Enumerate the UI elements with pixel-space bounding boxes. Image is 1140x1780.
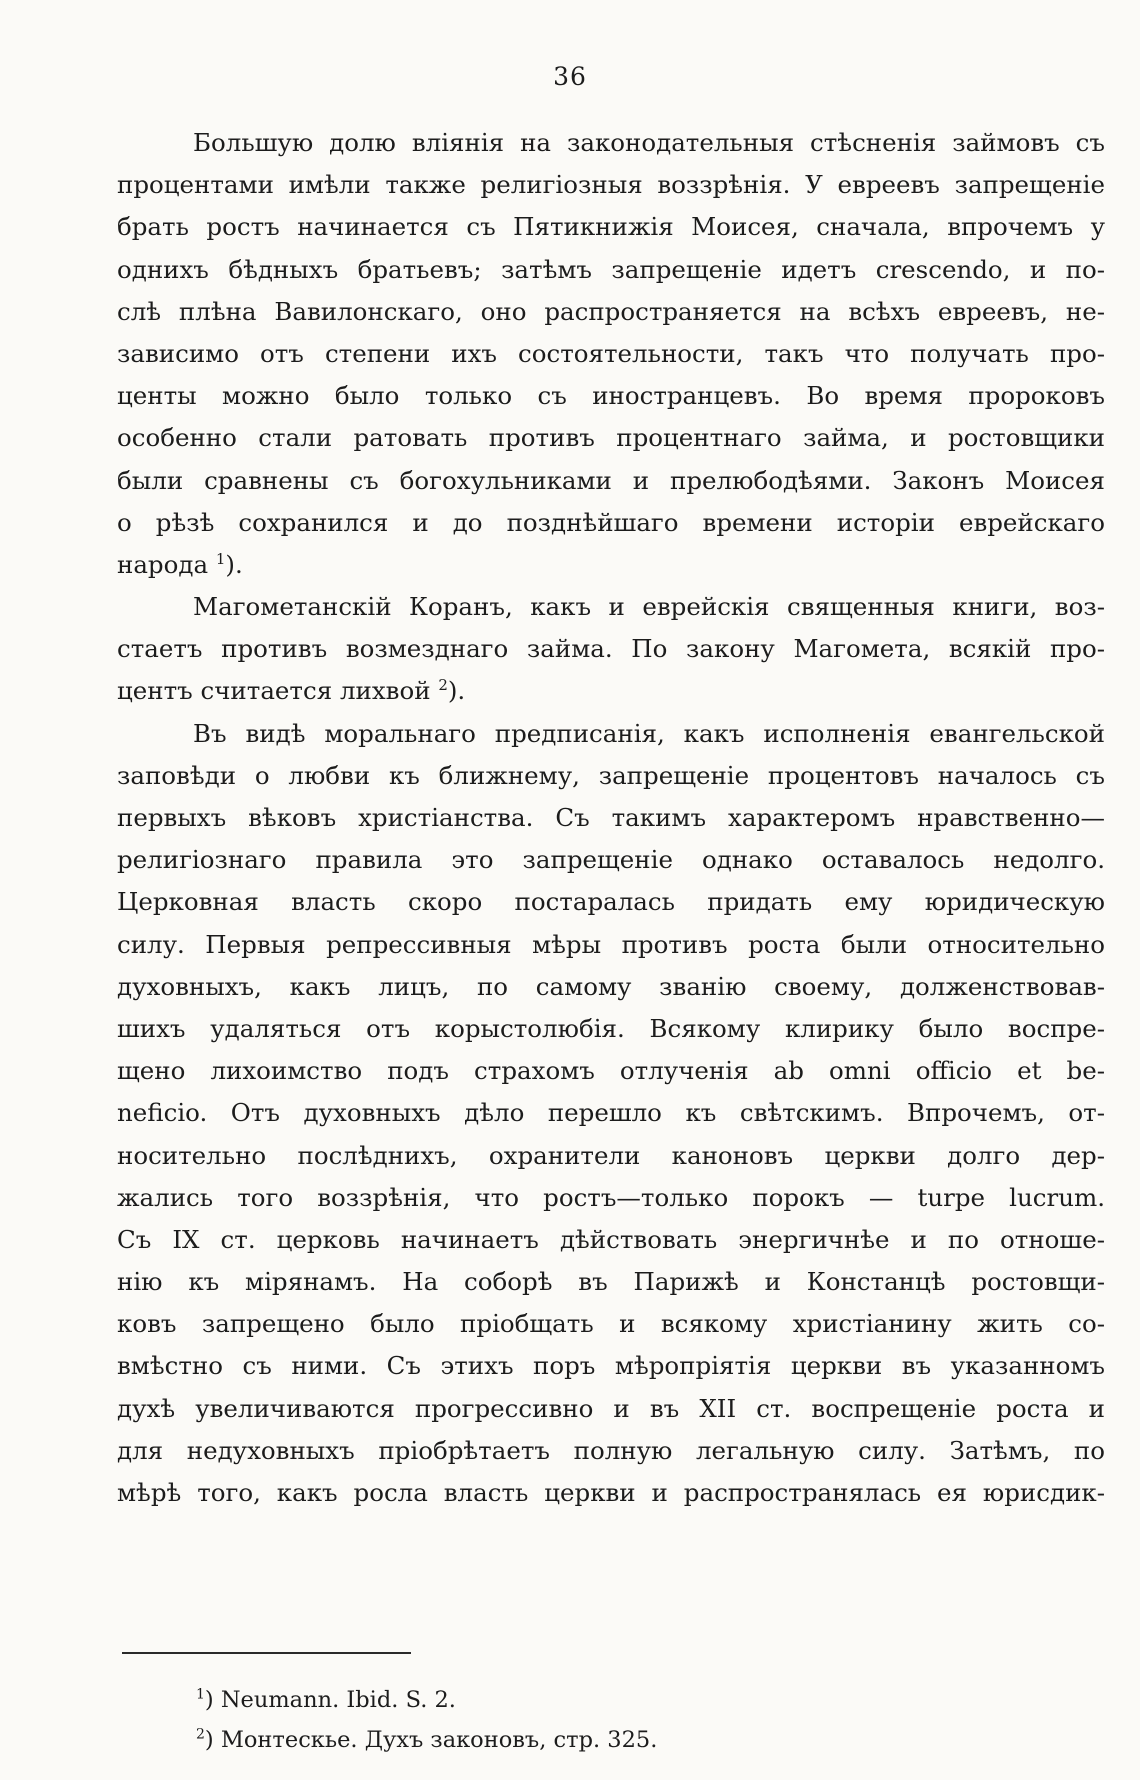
text-line: Магометанскій Коранъ, какъ и еврейскія священныя книги, воз- (193, 592, 1105, 622)
text-line: вмѣстно съ ними. Съ этихъ поръ мѣропріятія церкви въ указанномъ (117, 1351, 1105, 1381)
text-line: neficio. Отъ духовныхъ дѣло перешло къ свѣтскимъ. Впрочемъ, от- (117, 1098, 1105, 1128)
text-line: носительно послѣднихъ, охранители каноновъ церкви долго дер- (117, 1140, 1105, 1170)
footnote-ref[interactable]: 2 (438, 676, 448, 695)
footnote-ref[interactable]: 1 (215, 549, 226, 568)
footnotes (196, 1680, 896, 1760)
text-line: брать ростъ начинается съ Пятикнижія Моисея, сначала, впрочемъ у (117, 212, 1105, 242)
text-line: духѣ увеличиваются прогрессивно и въ XII ст. воспрещеніе роста и (117, 1393, 1105, 1423)
text-line: процентами имѣли также религіозныя воззрѣнія. У евреевъ запрещеніе (117, 170, 1105, 200)
text-line: о рѣзѣ сохранился и до позднѣйшаго времени исторіи еврейскаго (117, 507, 1105, 537)
text-line: Съ IX ст. церковь начинаетъ дѣйствовать энергичнѣе и по отноше- (117, 1224, 1105, 1254)
text-line: были сравнены съ богохульниками и прелюбодѣями. Законъ Моисея (117, 465, 1105, 495)
text-line: однихъ бѣдныхъ братьевъ; затѣмъ запрещеніе идетъ crescendo, и по- (117, 254, 1105, 284)
paragraph (117, 586, 1105, 713)
text-line: щено лихоимство подъ страхомъ отлученія ab omni officio et be- (117, 1056, 1105, 1086)
text-line: шихъ удаляться отъ корыстолюбія. Всякому клирику было воспре- (117, 1013, 1105, 1043)
text-line: особенно стали ратовать противъ процентнаго займа, и ростовщики (117, 423, 1105, 453)
footnote-text: ) Монтескье. Духъ законовъ, стр. 325. (204, 1727, 658, 1753)
page-number: 36 (553, 62, 587, 91)
footnote-text: ) Neumann. Ibid. S. 2. (204, 1687, 456, 1713)
text-line: заповѣди о любви къ ближнему, запрещеніе процентовъ началось съ (117, 760, 1105, 790)
footnote-marker: 1 (196, 1686, 205, 1703)
text-line: силу. Первыя репрессивныя мѣры противъ роста были относительно (117, 929, 1105, 959)
text-line (117, 670, 1105, 712)
text-fragment: центъ считается лихвой (117, 676, 431, 706)
text-fragment: ). (225, 549, 243, 579)
paragraph (117, 122, 1105, 586)
text-line: для недуховныхъ пріобрѣтаетъ полную легальную силу. Затѣмъ, по (117, 1435, 1105, 1465)
text-line: Въ видѣ моральнаго предписанія, какъ исполненія евангельской (193, 718, 1105, 748)
footnote (196, 1720, 896, 1760)
text-line: жались того воззрѣнія, что ростъ—только порокъ — turpe lucrum. (117, 1182, 1105, 1212)
text-line: первыхъ вѣковъ христіанства. Съ такимъ характеромъ нравственно— (117, 803, 1105, 832)
paragraph (117, 713, 1105, 1515)
text-line: нію къ мірянамъ. На соборѣ въ Парижѣ и Констанцѣ ростовщи- (117, 1267, 1105, 1297)
text-line: слѣ плѣна Вавилонскаго, оно распространяется на всѣхъ евреевъ, не- (117, 296, 1105, 326)
text-line: стаетъ противъ возмезднаго займа. По закону Магомета, всякій про- (117, 634, 1105, 664)
footnote-divider (122, 1652, 411, 1654)
text-fragment: ). (447, 676, 466, 706)
text-line: зависимо отъ степени ихъ состоятельности, такъ что получать про- (117, 338, 1105, 368)
text-line: Большую долю вліянія на законодательныя стѣсненія займовъ съ (193, 128, 1105, 157)
text-line: религіознаго правила это запрещеніе однако оставалось недолго. (117, 845, 1105, 875)
text-line (117, 544, 1105, 586)
text-fragment: народа (117, 549, 209, 579)
text-line: центы можно было только съ иностранцевъ. Во время пророковъ (117, 381, 1105, 411)
body-text (117, 122, 1105, 1514)
text-line: Церковная власть скоро постаралась придать ему юридическую (117, 887, 1105, 917)
text-line: духовныхъ, какъ лицъ, по самому званію своему, долженствовав- (117, 971, 1105, 1001)
text-line: мѣрѣ того, какъ росла власть церкви и распространялась ея юрисдик- (117, 1478, 1105, 1507)
text-line: ковъ запрещено было пріобщать и всякому христіанину жить со- (117, 1309, 1105, 1339)
footnote-marker: 2 (196, 1726, 205, 1743)
footnote (196, 1680, 896, 1720)
